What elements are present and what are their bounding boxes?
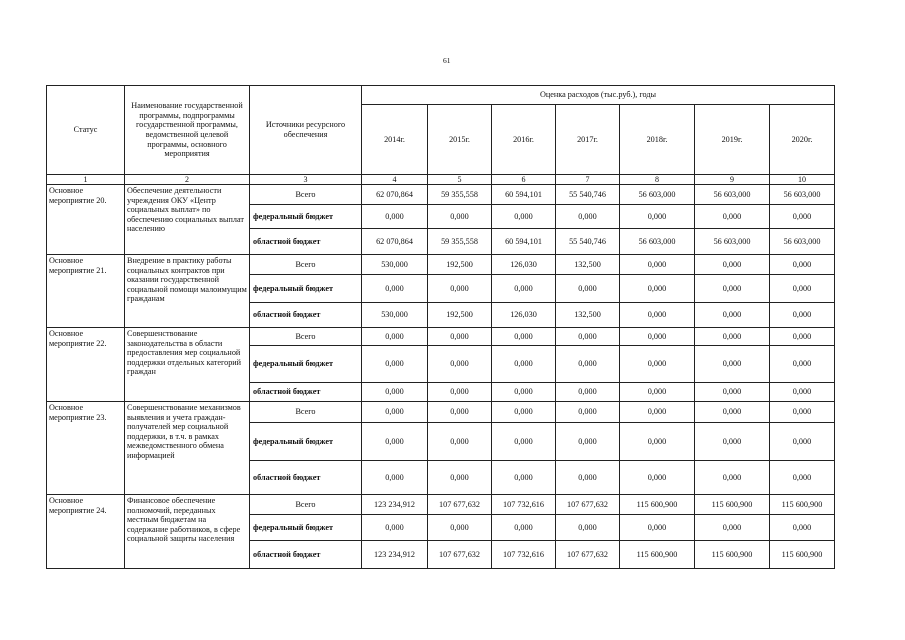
table-row — [47, 328, 835, 346]
value-cell: 0,000 — [428, 402, 492, 423]
value-cell: 0,000 — [556, 402, 620, 423]
value-cell: 0,000 — [770, 461, 835, 495]
row-source: Всего — [250, 495, 362, 515]
row-source: федеральный бюджет — [250, 275, 362, 303]
row-source: областной бюджет — [250, 461, 362, 495]
header-year: 2020г. — [770, 105, 835, 175]
value-cell: 0,000 — [556, 515, 620, 541]
value-cell: 0,000 — [428, 328, 492, 346]
value-cell: 0,000 — [492, 275, 556, 303]
value-cell: 132,500 — [556, 255, 620, 275]
value-cell: 115 600,900 — [620, 495, 695, 515]
value-cell: 0,000 — [428, 515, 492, 541]
value-cell: 0,000 — [492, 515, 556, 541]
row-source: областной бюджет — [250, 541, 362, 569]
value-cell: 0,000 — [770, 402, 835, 423]
value-cell: 107 732,616 — [492, 495, 556, 515]
value-cell: 107 677,632 — [556, 495, 620, 515]
value-cell: 0,000 — [428, 275, 492, 303]
value-cell: 0,000 — [770, 205, 835, 229]
value-cell: 0,000 — [695, 303, 770, 328]
row-source: федеральный бюджет — [250, 515, 362, 541]
value-cell: 115 600,900 — [695, 541, 770, 569]
value-cell: 115 600,900 — [620, 541, 695, 569]
value-cell: 0,000 — [620, 255, 695, 275]
value-cell: 0,000 — [695, 346, 770, 383]
value-cell: 60 594,101 — [492, 185, 556, 205]
header-year: 2018г. — [620, 105, 695, 175]
value-cell: 0,000 — [428, 383, 492, 402]
header-row-1 — [47, 86, 835, 105]
value-cell: 0,000 — [362, 205, 428, 229]
value-cell: 0,000 — [620, 328, 695, 346]
value-cell: 0,000 — [620, 205, 695, 229]
value-cell: 0,000 — [770, 383, 835, 402]
value-cell: 0,000 — [695, 515, 770, 541]
value-cell: 56 603,000 — [770, 185, 835, 205]
value-cell: 0,000 — [695, 328, 770, 346]
value-cell: 0,000 — [362, 346, 428, 383]
value-cell: 0,000 — [556, 328, 620, 346]
value-cell: 0,000 — [770, 275, 835, 303]
value-cell: 59 355,558 — [428, 185, 492, 205]
value-cell: 126,030 — [492, 255, 556, 275]
column-number: 5 — [428, 175, 492, 185]
value-cell: 0,000 — [620, 461, 695, 495]
table-row — [47, 255, 835, 275]
row-source: федеральный бюджет — [250, 205, 362, 229]
value-cell: 0,000 — [556, 346, 620, 383]
row-status: Основное мероприятие 24. — [47, 495, 125, 569]
value-cell: 0,000 — [620, 275, 695, 303]
value-cell: 0,000 — [695, 402, 770, 423]
row-status: Основное мероприятие 22. — [47, 328, 125, 402]
value-cell: 115 600,900 — [695, 495, 770, 515]
value-cell: 56 603,000 — [620, 185, 695, 205]
value-cell: 0,000 — [492, 328, 556, 346]
value-cell: 107 677,632 — [428, 541, 492, 569]
value-cell: 0,000 — [695, 461, 770, 495]
expense-table — [46, 85, 835, 569]
header-estimate: Оценка расходов (тыс.руб.), годы — [362, 86, 835, 105]
value-cell: 192,500 — [428, 255, 492, 275]
value-cell: 56 603,000 — [695, 185, 770, 205]
row-source: Всего — [250, 255, 362, 275]
row-source: федеральный бюджет — [250, 423, 362, 461]
value-cell: 0,000 — [556, 205, 620, 229]
header-year: 2014г. — [362, 105, 428, 175]
value-cell: 62 070,864 — [362, 185, 428, 205]
column-number: 2 — [125, 175, 250, 185]
column-number: 6 — [492, 175, 556, 185]
value-cell: 0,000 — [695, 205, 770, 229]
value-cell: 0,000 — [620, 402, 695, 423]
row-source: Всего — [250, 185, 362, 205]
value-cell: 0,000 — [362, 328, 428, 346]
value-cell: 0,000 — [428, 205, 492, 229]
value-cell: 0,000 — [620, 303, 695, 328]
value-cell: 60 594,101 — [492, 229, 556, 255]
row-source: Всего — [250, 402, 362, 423]
value-cell: 107 677,632 — [556, 541, 620, 569]
value-cell: 0,000 — [620, 346, 695, 383]
value-cell: 0,000 — [362, 275, 428, 303]
value-cell: 0,000 — [620, 515, 695, 541]
header-year: 2019г. — [695, 105, 770, 175]
row-source: областной бюджет — [250, 383, 362, 402]
value-cell: 0,000 — [492, 205, 556, 229]
value-cell: 0,000 — [362, 461, 428, 495]
value-cell: 0,000 — [428, 461, 492, 495]
value-cell: 0,000 — [556, 275, 620, 303]
value-cell: 0,000 — [695, 423, 770, 461]
value-cell: 0,000 — [492, 346, 556, 383]
header-year: 2017г. — [556, 105, 620, 175]
value-cell: 123 234,912 — [362, 495, 428, 515]
value-cell: 0,000 — [492, 383, 556, 402]
row-source: областной бюджет — [250, 229, 362, 255]
header-year: 2015г. — [428, 105, 492, 175]
value-cell: 0,000 — [362, 402, 428, 423]
value-cell: 55 540,746 — [556, 229, 620, 255]
value-cell: 192,500 — [428, 303, 492, 328]
header-sources: Источники ресурсного обеспечения — [250, 86, 362, 175]
column-number: 10 — [770, 175, 835, 185]
value-cell: 0,000 — [556, 423, 620, 461]
row-source: областной бюджет — [250, 303, 362, 328]
column-numbers-row — [47, 175, 835, 185]
value-cell: 56 603,000 — [770, 229, 835, 255]
value-cell: 0,000 — [770, 423, 835, 461]
value-cell: 0,000 — [428, 346, 492, 383]
value-cell: 0,000 — [556, 461, 620, 495]
value-cell: 107 732,616 — [492, 541, 556, 569]
value-cell: 0,000 — [362, 383, 428, 402]
table-body — [47, 86, 835, 569]
value-cell: 0,000 — [492, 423, 556, 461]
row-name: Совершенствование механизмов выявления и учета граждан-получателей мер социальной поддержки, в т.ч. в рамках межведомственного обмена информацией — [125, 402, 250, 495]
value-cell: 0,000 — [770, 303, 835, 328]
value-cell: 0,000 — [770, 346, 835, 383]
value-cell: 0,000 — [362, 515, 428, 541]
value-cell: 0,000 — [695, 275, 770, 303]
row-name: Обеспечение деятельности учреждения ОКУ «Центр социальных выплат» по обеспечению социальных выплат населению — [125, 185, 250, 255]
row-name: Совершенствование законодательства в области предоставления мер социальной поддержки отдельных категорий граждан — [125, 328, 250, 402]
column-number: 9 — [695, 175, 770, 185]
row-name: Финансовое обеспечение полномочий, переданных местным бюджетам на содержание работников, в сфере социальной защиты населения — [125, 495, 250, 569]
column-number: 7 — [556, 175, 620, 185]
column-number: 8 — [620, 175, 695, 185]
value-cell: 0,000 — [770, 515, 835, 541]
value-cell: 0,000 — [556, 383, 620, 402]
value-cell: 62 070,864 — [362, 229, 428, 255]
value-cell: 0,000 — [492, 402, 556, 423]
table-row — [47, 185, 835, 205]
row-status: Основное мероприятие 20. — [47, 185, 125, 255]
header-year: 2016г. — [492, 105, 556, 175]
row-status: Основное мероприятие 21. — [47, 255, 125, 328]
table-row — [47, 495, 835, 515]
value-cell: 59 355,558 — [428, 229, 492, 255]
column-number: 1 — [47, 175, 125, 185]
header-name: Наименование государственной программы, подпрограммы государственной программы, ведомственной целевой программы, основного мероприятия — [125, 86, 250, 175]
value-cell: 0,000 — [362, 423, 428, 461]
value-cell: 0,000 — [770, 255, 835, 275]
value-cell: 0,000 — [620, 423, 695, 461]
value-cell: 132,500 — [556, 303, 620, 328]
value-cell: 115 600,900 — [770, 541, 835, 569]
table-row — [47, 402, 835, 423]
value-cell: 0,000 — [770, 328, 835, 346]
value-cell: 0,000 — [620, 383, 695, 402]
value-cell: 0,000 — [695, 255, 770, 275]
value-cell: 0,000 — [492, 461, 556, 495]
value-cell: 530,000 — [362, 303, 428, 328]
row-status: Основное мероприятие 23. — [47, 402, 125, 495]
row-name: Внедрение в практику работы социальных контрактов при оказании государственной социальной помощи малоимущим гражданам — [125, 255, 250, 328]
value-cell: 123 234,912 — [362, 541, 428, 569]
page-number: 61 — [443, 56, 451, 65]
value-cell: 126,030 — [492, 303, 556, 328]
row-source: федеральный бюджет — [250, 346, 362, 383]
value-cell: 0,000 — [428, 423, 492, 461]
value-cell: 56 603,000 — [695, 229, 770, 255]
column-number: 4 — [362, 175, 428, 185]
value-cell: 115 600,900 — [770, 495, 835, 515]
value-cell: 0,000 — [695, 383, 770, 402]
value-cell: 107 677,632 — [428, 495, 492, 515]
value-cell: 56 603,000 — [620, 229, 695, 255]
row-source: Всего — [250, 328, 362, 346]
header-status: Статус — [47, 86, 125, 175]
value-cell: 55 540,746 — [556, 185, 620, 205]
value-cell: 530,000 — [362, 255, 428, 275]
column-number: 3 — [250, 175, 362, 185]
